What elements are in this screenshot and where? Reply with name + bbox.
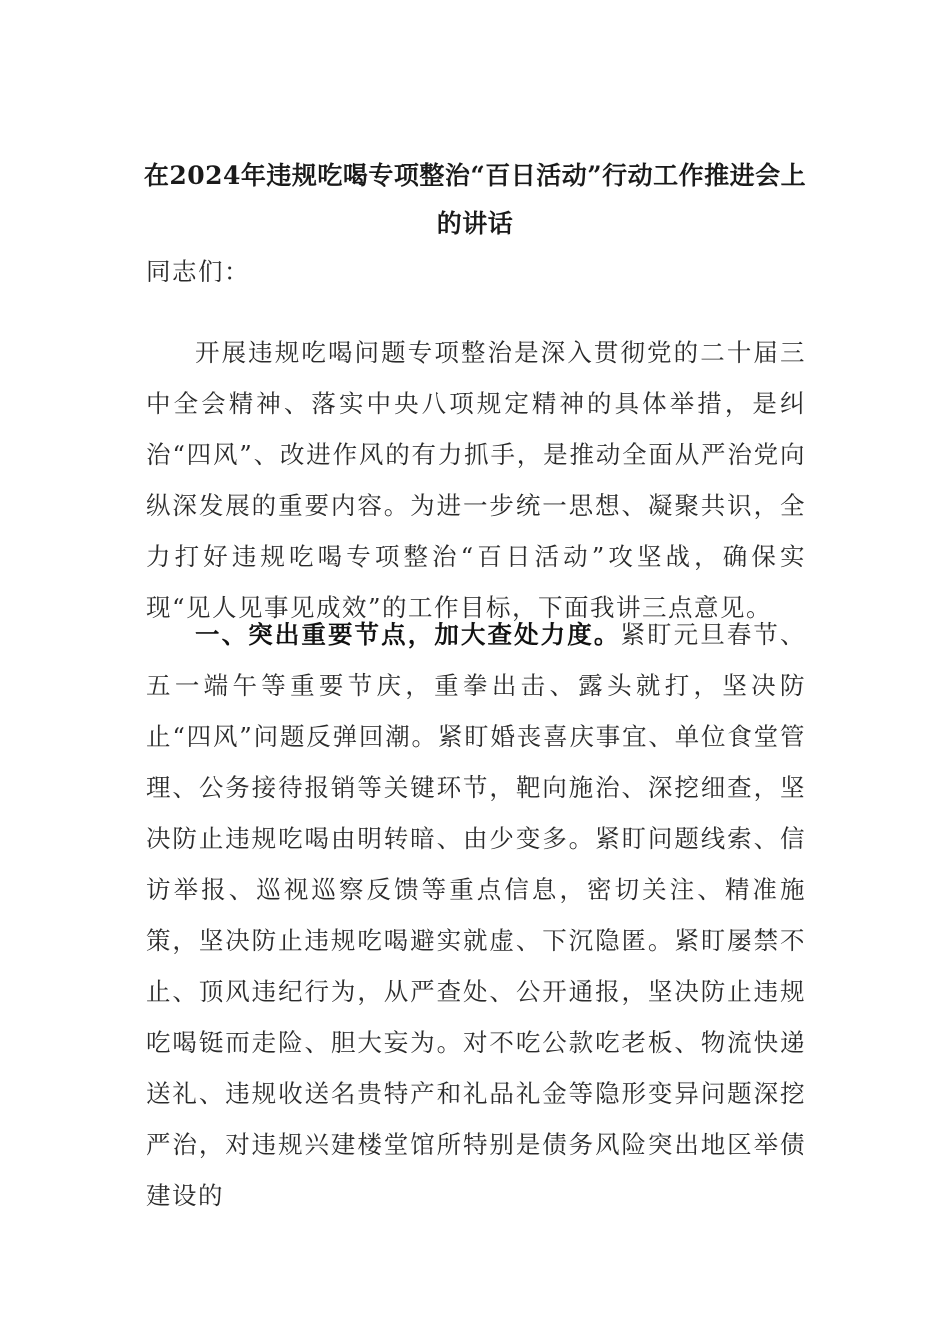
paragraph-section-one (146, 609, 806, 1221)
section-one-heading: 一、突出重要节点，加大查处力度。 (195, 620, 621, 649)
paragraph-intro (146, 327, 806, 633)
section-one-text: 紧盯元旦春节、五一端午等重要节庆，重拳出击、露头就打，坚决防止“四风”问题反弹回潮。紧盯婚丧喜庆事宜、单位食堂管理、公务接待报销等关键环节，靶向施治、深挖细查，坚决防止违规吃喝由明转暗、由少变多。紧盯问题线索、信访举报、巡视巡察反馈等重点信息，密切关注、精准施策，坚决防止违规吃喝避实就虚、下沉隐匿。紧盯屡禁不止、顶风违纪行为，从严查处、公开通报，坚决防止违规吃喝铤而走险、胆大妄为。对不吃公款吃老板、物流快递送礼、违规收送名贵特产和礼品礼金等隐形变异问题深挖严治，对违规兴建楼堂馆所特别是债务风险突出地区举债建设的 (146, 620, 806, 1210)
document-title: 在2024年违规吃喝专项整治“百日活动”行动工作推进会上的讲话 (143, 161, 807, 238)
paragraph-intro-text: 开展违规吃喝问题专项整治是深入贯彻党的二十届三中全会精神、落实中央八项规定精神的具体举措，是纠治“四风”、改进作风的有力抓手，是推动全面从严治党向纵深发展的重要内容。为进一步统一思想、凝聚共识，全力打好违规吃喝专项整治“百日活动”攻坚战，确保实现“见人见事见成效”的工作目标，下面我讲三点意见。 (146, 338, 806, 622)
salutation: 同志们： (146, 257, 250, 286)
